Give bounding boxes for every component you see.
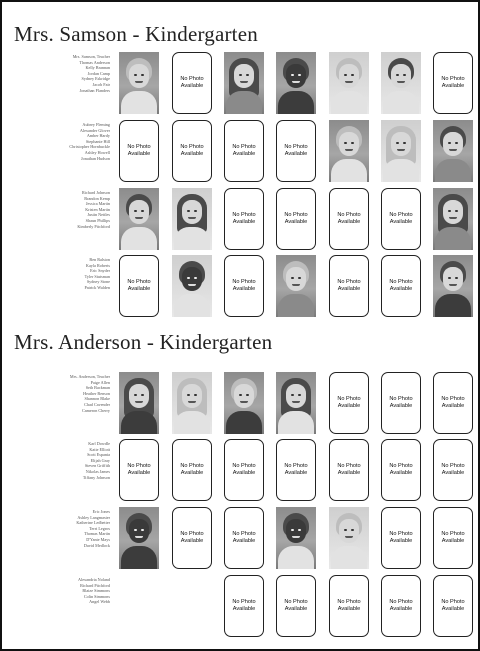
class-title: Mrs. Anderson - Kindergarten <box>14 330 273 354</box>
portrait-face <box>286 384 306 408</box>
portrait-eye <box>141 394 144 396</box>
portrait-body <box>383 159 419 182</box>
no-photo-placeholder <box>381 575 421 637</box>
student-name: David Medlock <box>83 542 110 548</box>
no-photo-label: No Photo Available <box>433 507 473 569</box>
portrait-image <box>172 188 212 250</box>
portrait-image <box>381 120 421 182</box>
portrait-mouth <box>449 217 457 219</box>
no-photo-placeholder <box>224 255 264 317</box>
portrait-body <box>121 411 157 434</box>
no-photo-placeholder <box>381 507 421 569</box>
no-photo-label: No Photo Available <box>119 255 159 317</box>
student-name: Shaun Phillips <box>85 217 110 223</box>
student-photo <box>172 188 212 250</box>
student-photo <box>172 372 212 434</box>
student-photo <box>276 507 316 569</box>
student-name: Kayla Roberts <box>85 262 110 268</box>
no-photo-label: No Photo Available <box>224 120 264 182</box>
portrait-image <box>224 372 264 434</box>
no-photo-placeholder <box>276 120 316 182</box>
student-name: Steven Griffith <box>84 463 110 469</box>
portrait-mouth <box>292 401 300 403</box>
no-photo-label: No Photo Available <box>433 439 473 501</box>
student-name: Cameron Cherry <box>81 407 110 413</box>
portrait-eye <box>187 277 190 279</box>
student-name: Eric Snyder <box>90 268 110 274</box>
portrait-eye <box>141 210 144 212</box>
student-photo <box>433 255 473 317</box>
student-name: Kristen Martin <box>85 206 110 212</box>
no-photo-label: No Photo Available <box>381 575 421 637</box>
portrait-mouth <box>397 81 405 83</box>
portrait-eye <box>194 394 197 396</box>
no-photo-placeholder <box>381 255 421 317</box>
no-photo-placeholder <box>172 507 212 569</box>
no-photo-label: No Photo Available <box>172 439 212 501</box>
no-photo-placeholder <box>119 120 159 182</box>
portrait-mouth <box>345 81 353 83</box>
portrait-image <box>276 52 316 114</box>
student-name: Jonathan Flanders <box>79 87 110 93</box>
student-name: Ben Ralston <box>89 257 110 262</box>
portrait-eye <box>351 529 354 531</box>
no-photo-label: No Photo Available <box>224 507 264 569</box>
portrait-body <box>331 159 367 182</box>
portrait-mouth <box>292 536 300 538</box>
student-name: Jordan Camp <box>87 70 110 76</box>
no-photo-placeholder <box>224 120 264 182</box>
no-photo-label: No Photo Available <box>276 575 316 637</box>
portrait-body <box>435 294 471 317</box>
portrait-body <box>121 546 157 569</box>
portrait-eye <box>291 394 294 396</box>
portrait-face <box>443 267 463 291</box>
portrait-image <box>329 52 369 114</box>
portrait-mouth <box>135 217 143 219</box>
student-name: Seth Backman <box>85 385 110 391</box>
student-name: Jonathan Hudson <box>81 155 110 161</box>
portrait-eye <box>141 74 144 76</box>
portrait-image <box>433 120 473 182</box>
student-name: Richard Pitchford <box>80 582 110 588</box>
student-photo <box>329 507 369 569</box>
no-photo-label: No Photo Available <box>329 439 369 501</box>
portrait-body <box>278 91 314 114</box>
portrait-eye <box>455 210 458 212</box>
no-photo-label: No Photo Available <box>172 120 212 182</box>
no-photo-placeholder <box>224 439 264 501</box>
no-photo-label: No Photo Available <box>381 439 421 501</box>
portrait-mouth <box>345 149 353 151</box>
portrait-eye <box>134 394 137 396</box>
portrait-body <box>174 227 210 250</box>
portrait-body <box>435 159 471 182</box>
portrait-image <box>119 507 159 569</box>
portrait-face <box>339 132 359 156</box>
portrait-mouth <box>135 81 143 83</box>
no-photo-label: No Photo Available <box>276 120 316 182</box>
portrait-image <box>433 255 473 317</box>
portrait-mouth <box>135 536 143 538</box>
portrait-eye <box>291 529 294 531</box>
portrait-face <box>286 267 306 291</box>
portrait-mouth <box>449 284 457 286</box>
student-photo <box>433 120 473 182</box>
portrait-body <box>121 227 157 250</box>
student-name: Sydney Eskridge <box>81 76 110 82</box>
no-photo-label: No Photo Available <box>276 188 316 250</box>
portrait-face <box>234 384 254 408</box>
no-photo-placeholder <box>276 575 316 637</box>
portrait-eye <box>246 394 249 396</box>
no-photo-placeholder <box>433 507 473 569</box>
student-name: Nikolas James <box>85 468 110 474</box>
no-photo-placeholder <box>172 52 212 114</box>
student-name: Heather Benson <box>83 390 110 396</box>
portrait-eye <box>403 142 406 144</box>
portrait-eye <box>298 277 301 279</box>
portrait-face <box>182 267 202 291</box>
no-photo-placeholder <box>119 255 159 317</box>
student-photo <box>276 372 316 434</box>
student-photo <box>329 52 369 114</box>
student-name: Paige Allen <box>90 379 110 385</box>
portrait-face <box>339 519 359 543</box>
student-name: Chad Cavender <box>84 401 110 407</box>
no-photo-label: No Photo Available <box>224 255 264 317</box>
no-photo-label: No Photo Available <box>329 372 369 434</box>
portrait-eye <box>298 394 301 396</box>
student-photo <box>119 52 159 114</box>
portrait-eye <box>134 210 137 212</box>
name-list <box>6 509 110 548</box>
student-name: Amber Hardy <box>86 133 110 139</box>
portrait-face <box>339 64 359 88</box>
student-name: Colin Simmons <box>83 593 110 599</box>
portrait-eye <box>194 210 197 212</box>
student-name: Karl Dowdle <box>88 441 110 446</box>
portrait-body <box>278 411 314 434</box>
no-photo-placeholder <box>433 372 473 434</box>
portrait-face <box>129 64 149 88</box>
portrait-face <box>443 132 463 156</box>
portrait-eye <box>194 277 197 279</box>
portrait-face <box>286 519 306 543</box>
portrait-eye <box>448 277 451 279</box>
student-photo <box>119 372 159 434</box>
portrait-image <box>329 120 369 182</box>
portrait-eye <box>291 74 294 76</box>
name-list <box>6 54 110 93</box>
student-photo <box>433 188 473 250</box>
portrait-body <box>121 91 157 114</box>
no-photo-label: No Photo Available <box>276 439 316 501</box>
portrait-eye <box>344 529 347 531</box>
no-photo-placeholder <box>329 439 369 501</box>
portrait-body <box>278 294 314 317</box>
no-photo-label: No Photo Available <box>381 255 421 317</box>
student-name: Ashley Howell <box>84 149 110 155</box>
no-photo-placeholder <box>381 188 421 250</box>
portrait-eye <box>344 142 347 144</box>
portrait-body <box>331 546 367 569</box>
portrait-image <box>119 188 159 250</box>
student-row <box>2 372 478 436</box>
student-name: Thomas Anderson <box>79 59 110 65</box>
no-photo-label: No Photo Available <box>224 575 264 637</box>
no-photo-label: No Photo Available <box>381 372 421 434</box>
student-row <box>2 255 478 319</box>
portrait-face <box>234 64 254 88</box>
portrait-eye <box>396 74 399 76</box>
portrait-eye <box>134 74 137 76</box>
student-photo <box>119 507 159 569</box>
portrait-eye <box>344 74 347 76</box>
student-name: Tyler Stutsman <box>84 273 110 279</box>
student-row <box>2 188 478 252</box>
portrait-face <box>443 200 463 224</box>
student-name: Thomas Martin <box>84 531 110 537</box>
student-name: Shannon Blake <box>84 396 110 402</box>
student-name: Elijah Gray <box>90 457 110 463</box>
portrait-body <box>278 546 314 569</box>
student-name: Aubrey Fleming <box>82 122 110 127</box>
student-name: Christopher Hornbuckle <box>69 144 110 150</box>
no-photo-label: No Photo Available <box>433 575 473 637</box>
name-list <box>6 577 110 605</box>
student-row <box>2 575 478 639</box>
no-photo-placeholder <box>329 255 369 317</box>
portrait-face <box>129 519 149 543</box>
student-photo <box>172 255 212 317</box>
portrait-mouth <box>188 284 196 286</box>
portrait-eye <box>448 142 451 144</box>
no-photo-placeholder <box>329 188 369 250</box>
no-photo-placeholder <box>172 120 212 182</box>
portrait-eye <box>396 142 399 144</box>
no-photo-placeholder <box>433 575 473 637</box>
no-photo-label: No Photo Available <box>119 120 159 182</box>
portrait-eye <box>134 529 137 531</box>
portrait-body <box>331 91 367 114</box>
no-photo-placeholder <box>224 188 264 250</box>
student-name: D'Yante Mays <box>86 536 110 542</box>
student-row <box>2 507 478 571</box>
portrait-eye <box>187 210 190 212</box>
no-photo-label: No Photo Available <box>329 575 369 637</box>
student-name: Angel Webb <box>89 599 110 605</box>
student-name: Alexandria Noland <box>78 577 110 582</box>
portrait-mouth <box>397 149 405 151</box>
no-photo-placeholder <box>329 372 369 434</box>
portrait-eye <box>246 74 249 76</box>
no-photo-label: No Photo Available <box>433 52 473 114</box>
portrait-body <box>226 411 262 434</box>
student-name: Katie Elliott <box>89 446 110 452</box>
student-photo <box>224 52 264 114</box>
portrait-eye <box>298 74 301 76</box>
portrait-mouth <box>240 81 248 83</box>
no-photo-placeholder <box>381 372 421 434</box>
no-photo-placeholder <box>433 439 473 501</box>
student-photo <box>276 255 316 317</box>
portrait-image <box>119 52 159 114</box>
portrait-face <box>182 384 202 408</box>
portrait-eye <box>448 210 451 212</box>
portrait-eye <box>187 394 190 396</box>
student-name: Kelly Brannan <box>85 65 110 71</box>
portrait-eye <box>351 74 354 76</box>
portrait-image <box>433 188 473 250</box>
student-name: Jacob Fair <box>92 81 110 87</box>
no-photo-placeholder <box>276 439 316 501</box>
portrait-mouth <box>345 536 353 538</box>
student-name: Ashley Langmaster <box>77 514 110 520</box>
name-list <box>6 441 110 480</box>
portrait-mouth <box>449 149 457 151</box>
student-row <box>2 439 478 503</box>
no-photo-label: No Photo Available <box>224 439 264 501</box>
no-photo-placeholder <box>381 439 421 501</box>
student-photo <box>224 372 264 434</box>
student-name: Richard Johnson <box>81 190 110 195</box>
portrait-eye <box>455 277 458 279</box>
portrait-image <box>224 52 264 114</box>
student-row <box>2 120 478 184</box>
portrait-mouth <box>292 284 300 286</box>
portrait-body <box>383 91 419 114</box>
portrait-image <box>119 372 159 434</box>
portrait-face <box>129 200 149 224</box>
no-photo-placeholder <box>172 439 212 501</box>
student-name: Jessica Martin <box>85 201 110 207</box>
portrait-eye <box>141 529 144 531</box>
student-name: Justin Nettles <box>87 212 110 218</box>
portrait-eye <box>291 277 294 279</box>
no-photo-label: No Photo Available <box>433 372 473 434</box>
portrait-image <box>329 507 369 569</box>
name-list <box>6 257 110 291</box>
student-photo <box>381 52 421 114</box>
student-name: Mrs. Samson, Teacher <box>72 54 110 59</box>
student-photo <box>381 120 421 182</box>
class-title: Mrs. Samson - Kindergarten <box>14 22 258 46</box>
name-list <box>6 190 110 229</box>
portrait-face <box>286 64 306 88</box>
portrait-face <box>129 384 149 408</box>
portrait-image <box>276 372 316 434</box>
portrait-mouth <box>240 401 248 403</box>
portrait-image <box>172 255 212 317</box>
student-name: Sydney Stone <box>86 279 110 285</box>
no-photo-placeholder <box>329 575 369 637</box>
student-photo <box>276 52 316 114</box>
portrait-image <box>172 372 212 434</box>
portrait-body <box>174 294 210 317</box>
student-name: Scott Espania <box>87 452 110 458</box>
student-name: Terri Legros <box>89 525 110 531</box>
student-name: Blaize Simmons <box>82 588 110 594</box>
no-photo-label: No Photo Available <box>224 188 264 250</box>
no-photo-placeholder <box>224 575 264 637</box>
student-name: Tiffany Johnson <box>82 474 110 480</box>
student-name: Brandon Kemp <box>84 195 110 201</box>
student-photo <box>329 120 369 182</box>
portrait-image <box>381 52 421 114</box>
name-list <box>6 122 110 161</box>
portrait-eye <box>351 142 354 144</box>
portrait-face <box>182 200 202 224</box>
portrait-eye <box>298 529 301 531</box>
student-name: Stephanie Hill <box>85 138 110 144</box>
name-list <box>6 374 110 413</box>
portrait-face <box>391 64 411 88</box>
portrait-eye <box>239 394 242 396</box>
no-photo-placeholder <box>224 507 264 569</box>
portrait-eye <box>403 74 406 76</box>
portrait-mouth <box>188 217 196 219</box>
no-photo-label: No Photo Available <box>381 188 421 250</box>
portrait-mouth <box>292 81 300 83</box>
student-row <box>2 52 478 116</box>
no-photo-label: No Photo Available <box>329 188 369 250</box>
portrait-image <box>276 255 316 317</box>
student-name: Mrs. Anderson, Teacher <box>69 374 110 379</box>
no-photo-placeholder <box>276 188 316 250</box>
no-photo-placeholder <box>119 439 159 501</box>
portrait-body <box>435 227 471 250</box>
student-name: Patrick Walden <box>84 284 110 290</box>
student-name: Alexander Glover <box>79 127 110 133</box>
no-photo-label: No Photo Available <box>172 507 212 569</box>
no-photo-label: No Photo Available <box>172 52 212 114</box>
portrait-eye <box>455 142 458 144</box>
no-photo-placeholder <box>433 52 473 114</box>
portrait-image <box>276 507 316 569</box>
portrait-face <box>391 132 411 156</box>
student-photo <box>119 188 159 250</box>
student-name: Eric Jones <box>92 509 110 514</box>
portrait-mouth <box>135 401 143 403</box>
portrait-body <box>226 91 262 114</box>
portrait-mouth <box>188 401 196 403</box>
no-photo-label: No Photo Available <box>119 439 159 501</box>
no-photo-label: No Photo Available <box>329 255 369 317</box>
no-photo-label: No Photo Available <box>381 507 421 569</box>
portrait-eye <box>239 74 242 76</box>
student-name: Katherine Ledbetter <box>76 520 110 526</box>
student-name: Kimberly Pitchford <box>77 223 110 229</box>
portrait-body <box>174 411 210 434</box>
